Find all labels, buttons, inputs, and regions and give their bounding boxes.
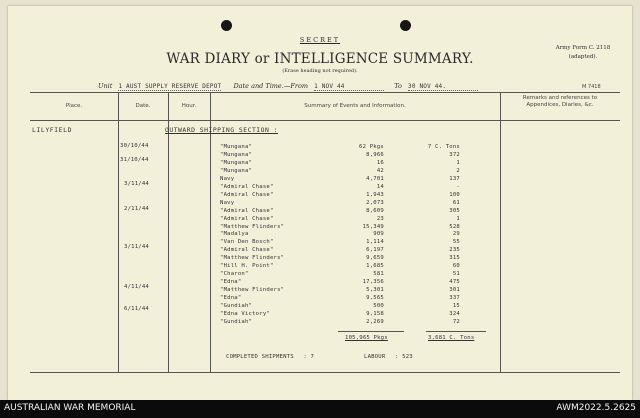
tonnage: 55: [452, 239, 460, 246]
punch-hole-right: [400, 20, 411, 31]
unit-value: 1 AUST SUPPLY RESERVE DEPOT: [118, 83, 222, 90]
date-3-11-b: 3/11/44: [124, 244, 149, 250]
form-code: M 7418: [582, 84, 601, 90]
tonnage: 1: [456, 159, 460, 166]
ship-name: "Admiral Chase": [220, 247, 274, 254]
date-2-11: 2/11/44: [124, 206, 149, 212]
unit-label: Unit: [98, 82, 113, 90]
ship-name: "Mungana": [220, 167, 253, 174]
package-count: 909: [373, 231, 384, 238]
date-31-10: 31/10/44: [120, 157, 149, 163]
ship-name: "Mungana": [220, 151, 253, 158]
table-bottom-rule: [30, 372, 620, 373]
package-count: 8,609: [366, 207, 384, 214]
col-header-summary: Summary of Events and Information.: [304, 103, 406, 109]
date-30-10: 30/10/44: [120, 143, 149, 149]
divider-summary-remarks: [500, 92, 501, 372]
tonnage: 60: [452, 263, 460, 270]
footer-reference: AWM2022.5.2625: [556, 403, 636, 413]
archive-footer: [0, 400, 640, 418]
tonnage: 100: [449, 191, 460, 198]
ship-name: Navy: [220, 199, 235, 206]
package-count: 4,701: [366, 175, 384, 182]
package-count: 9,158: [366, 310, 384, 317]
package-count: 16: [376, 159, 384, 166]
package-count: 1,943: [366, 191, 384, 198]
total-tons-rule: [426, 331, 486, 332]
date-4-11: 4/11/44: [124, 284, 149, 290]
tonnage: 137: [449, 175, 460, 182]
secret-label: SECRET: [299, 36, 341, 44]
tonnage: 15: [452, 303, 460, 309]
remarks-line-1: Remarks and references to: [522, 95, 598, 101]
package-count: 2,073: [366, 199, 384, 206]
ship-name: "Admiral Chase": [220, 191, 274, 198]
ship-name: "Mungana": [220, 159, 253, 166]
completed-label: COMPLETED SHIPMENTS: [226, 354, 294, 360]
ship-name: "Charon": [220, 271, 249, 278]
army-form-number: Army Form C. 2118: [555, 45, 611, 51]
remarks-line-2: Appendices, Diaries, &c.: [526, 102, 594, 108]
date-time-label: Date and Time.—From: [233, 82, 309, 90]
package-count: 1,685: [366, 263, 384, 270]
divider-hour-summary: [210, 92, 211, 372]
punch-hole-left: [221, 20, 232, 31]
package-count: 2,269: [366, 318, 384, 325]
place-lilyfield: LILYFIELD: [32, 126, 73, 134]
labour-value: : 523: [395, 354, 413, 360]
divider-date-hour: [168, 92, 169, 372]
ship-name: "Van Den Bosch": [220, 239, 274, 246]
footer-institution: AUSTRALIAN WAR MEMORIAL: [4, 403, 136, 413]
ship-name: "Gundiah": [220, 303, 253, 309]
page-title: WAR DIARY or INTELLIGENCE SUMMARY.: [166, 51, 474, 67]
package-count: 14: [376, 183, 384, 190]
ship-name: "Edna Victory": [220, 310, 270, 317]
labour-label: LABOUR: [364, 354, 386, 360]
ship-name: "Admiral Chase": [220, 183, 274, 190]
package-count: 23: [376, 215, 384, 222]
ship-name: "Admiral Chase": [220, 207, 274, 214]
package-count: 9,659: [366, 255, 384, 262]
tonnage: 72: [452, 318, 460, 325]
date-6-11: 6/11/44: [124, 306, 149, 312]
ship-name: "Matthew Flinders": [220, 223, 285, 230]
completed-value: : 7: [303, 354, 315, 360]
ship-name: "Gundiah": [220, 318, 253, 325]
col-header-hour: Hour.: [181, 103, 197, 109]
diary-page: [8, 6, 632, 400]
col-header-date: Date.: [135, 103, 151, 109]
completed-shipments: [226, 354, 314, 360]
package-count: 15,349: [362, 223, 384, 230]
ship-name: Navy: [220, 175, 235, 182]
date-from: 1 NOV 44: [314, 83, 384, 91]
ship-name: "Hill H. Point": [220, 263, 274, 270]
ship-name: "Admiral Chase": [220, 215, 274, 222]
ship-name: "Edna": [220, 295, 242, 302]
tonnage: 7 C. Tons: [427, 144, 460, 150]
ship-name: "Madalya: [220, 231, 249, 238]
package-count: 17,356: [362, 279, 384, 286]
army-form-adapted: (adapted).: [568, 54, 598, 60]
page-subtitle: (Erase heading not required).: [282, 68, 358, 74]
unit-line: [98, 82, 478, 91]
total-tons: 3,681 C. Tons: [428, 335, 475, 341]
ship-name: "Matthew Flinders": [220, 255, 285, 262]
date-to: 30 NOV 44.: [408, 83, 478, 91]
divider-place-date: [118, 92, 119, 372]
total-packages: 105,965 Pkgs: [345, 335, 388, 341]
package-count: 581: [373, 271, 384, 278]
package-count: 8,966: [366, 151, 384, 158]
package-count: 1,114: [366, 239, 384, 246]
ship-name: "Matthew Flinders": [220, 287, 285, 294]
tonnage: 305: [449, 207, 460, 214]
to-label: To: [394, 82, 402, 90]
package-count: 9,565: [366, 295, 384, 302]
tonnage: 372: [449, 151, 460, 158]
tonnage: 29: [452, 231, 460, 238]
labour-count: [364, 354, 413, 360]
col-header-remarks: [500, 95, 620, 109]
ship-name: "Edna": [220, 279, 242, 286]
tonnage: 1: [456, 215, 460, 222]
package-count: 62 Pkgs: [359, 144, 384, 150]
army-form-label: [548, 44, 618, 62]
total-pkgs-rule: [338, 331, 404, 332]
package-count: 500: [373, 303, 384, 309]
tonnage: 235: [449, 247, 460, 254]
tonnage: 475: [449, 279, 460, 286]
ship-name: "Mungana": [220, 144, 253, 150]
tonnage: 528: [449, 223, 460, 230]
tonnage: 2: [456, 167, 460, 174]
tonnage: 337: [449, 295, 460, 302]
package-count: 5,301: [366, 287, 384, 294]
package-count: 42: [376, 167, 384, 174]
tonnage: 324: [449, 310, 460, 317]
col-header-place: Place.: [65, 103, 83, 109]
section-heading: OUTWARD SHIPPING SECTION :: [165, 126, 279, 134]
package-count: 6,197: [366, 247, 384, 254]
tonnage: 315: [449, 255, 460, 262]
tonnage: 301: [449, 287, 460, 294]
tonnage: 51: [452, 271, 460, 278]
tonnage: -: [456, 183, 460, 190]
tonnage: 61: [452, 199, 460, 206]
date-3-11-a: 3/11/44: [124, 181, 149, 187]
